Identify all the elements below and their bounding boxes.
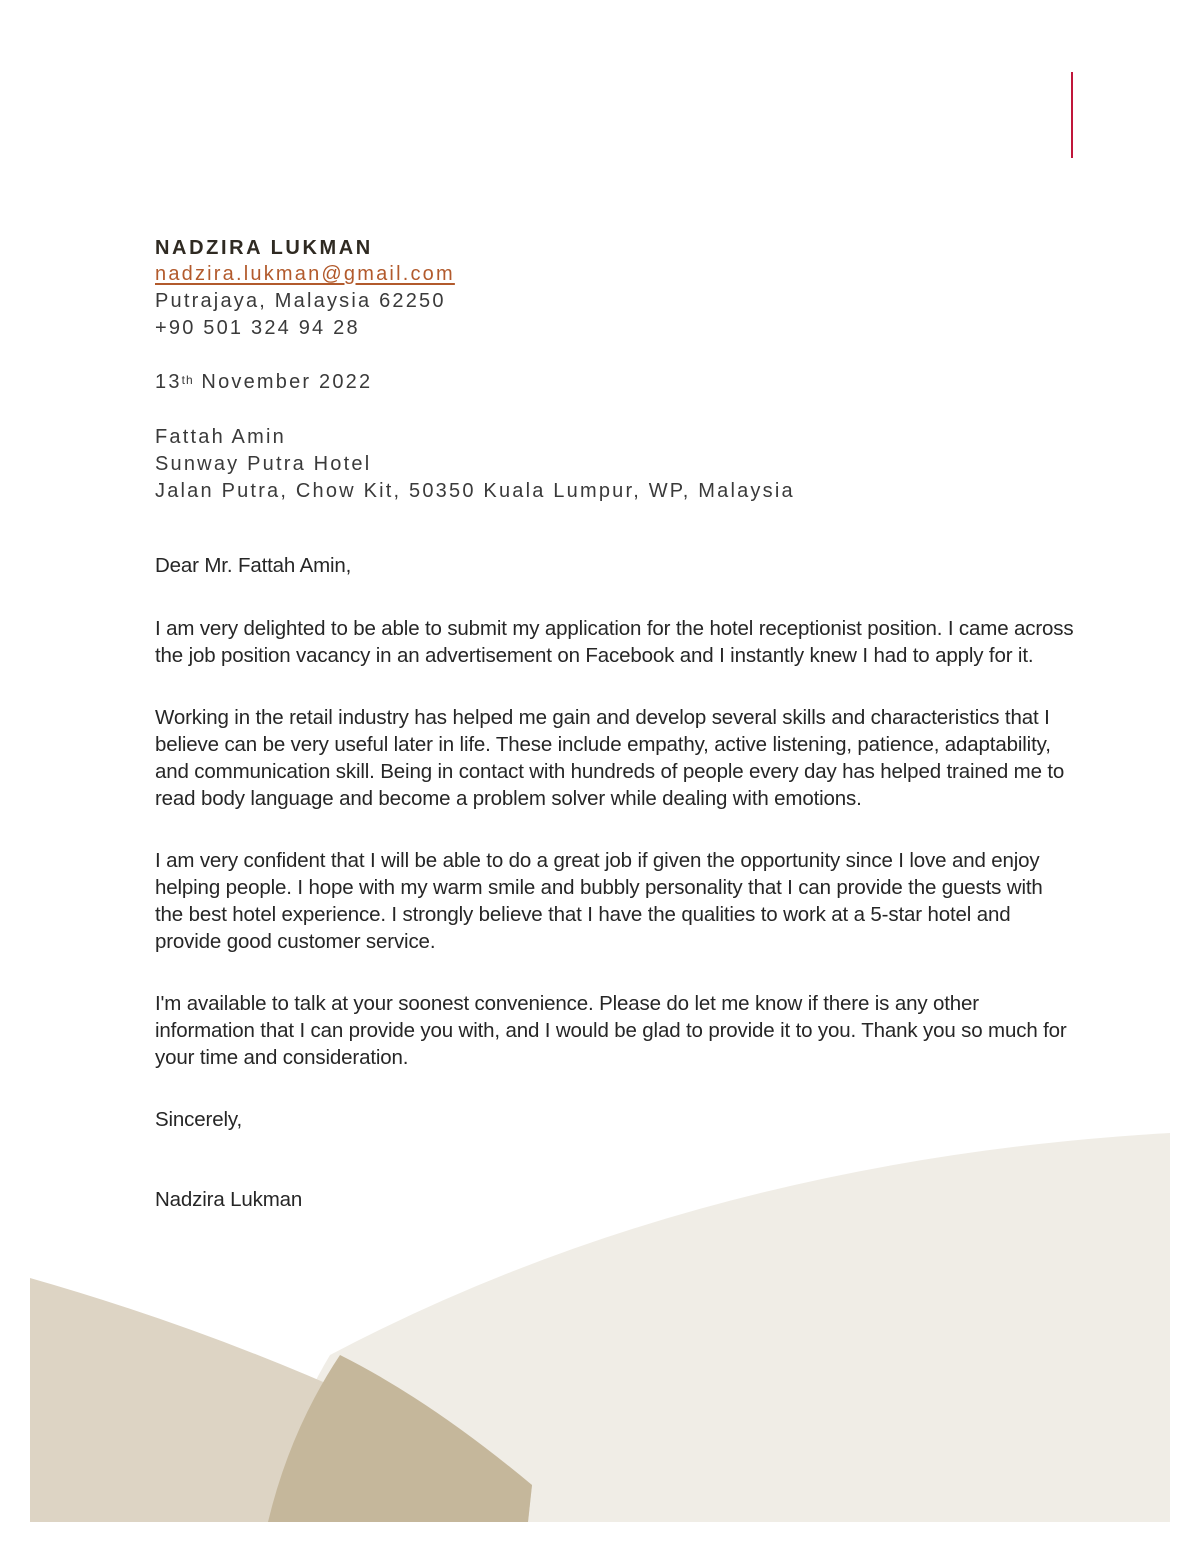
recipient-address: Jalan Putra, Chow Kit, 50350 Kuala Lumpur, WP, Malaysia xyxy=(155,480,795,502)
salutation: Dear Mr. Fattah Amin, xyxy=(155,554,352,577)
sender-location: Putrajaya, Malaysia 62250 xyxy=(155,290,446,312)
date-suffix: th xyxy=(181,373,194,387)
paragraph-3: I am very confident that I will be able to do a great job if given the opportunity since I love and enjoy helping people. I hope with my warm smile and bubbly personality that I can provide the guests with the best hotel experience. I strongly believe that I have the qualities to work at a 5-star hotel and provide good customer service. xyxy=(155,849,1043,953)
sender-phone: +90 501 324 94 28 xyxy=(155,317,360,339)
sender-name: NADZIRA LUKMAN xyxy=(155,237,373,259)
paragraph-4: I'm available to talk at your soonest convenience. Please do let me know if there is any other information that I can provide you with, and I would be glad to provide it to you. Thank you so much for your time and consideration. xyxy=(155,992,1067,1069)
recipient-name: Fattah Amin xyxy=(155,426,286,448)
letter-date xyxy=(155,369,372,396)
date-day: 13 xyxy=(155,371,182,393)
sender-email-link[interactable]: nadzira.lukman@gmail.com xyxy=(155,263,455,285)
sender-block xyxy=(155,235,455,342)
date-rest: November 2022 xyxy=(193,371,373,393)
signature: Nadzira Lukman xyxy=(155,1188,303,1211)
recipient-block xyxy=(155,424,795,505)
recipient-company: Sunway Putra Hotel xyxy=(155,453,372,475)
accent-line xyxy=(1071,72,1073,158)
paragraph-2: Working in the retail industry has helped me gain and develop several skills and characteristics that I believe can be very useful later in life. These include empathy, active listening, patience, adaptability, and communication skill. Being in contact with hundreds of people every day has helped trained me to read body language and become a problem solver while dealing with emotions. xyxy=(155,706,1065,810)
letter-body xyxy=(155,552,1075,1213)
closing: Sincerely, xyxy=(155,1108,242,1131)
paragraph-1: I am very delighted to be able to submit my application for the hotel receptionist position. I came across the job position vacancy in an advertisement on Facebook and I instantly knew I had to apply for it. xyxy=(155,617,1074,667)
